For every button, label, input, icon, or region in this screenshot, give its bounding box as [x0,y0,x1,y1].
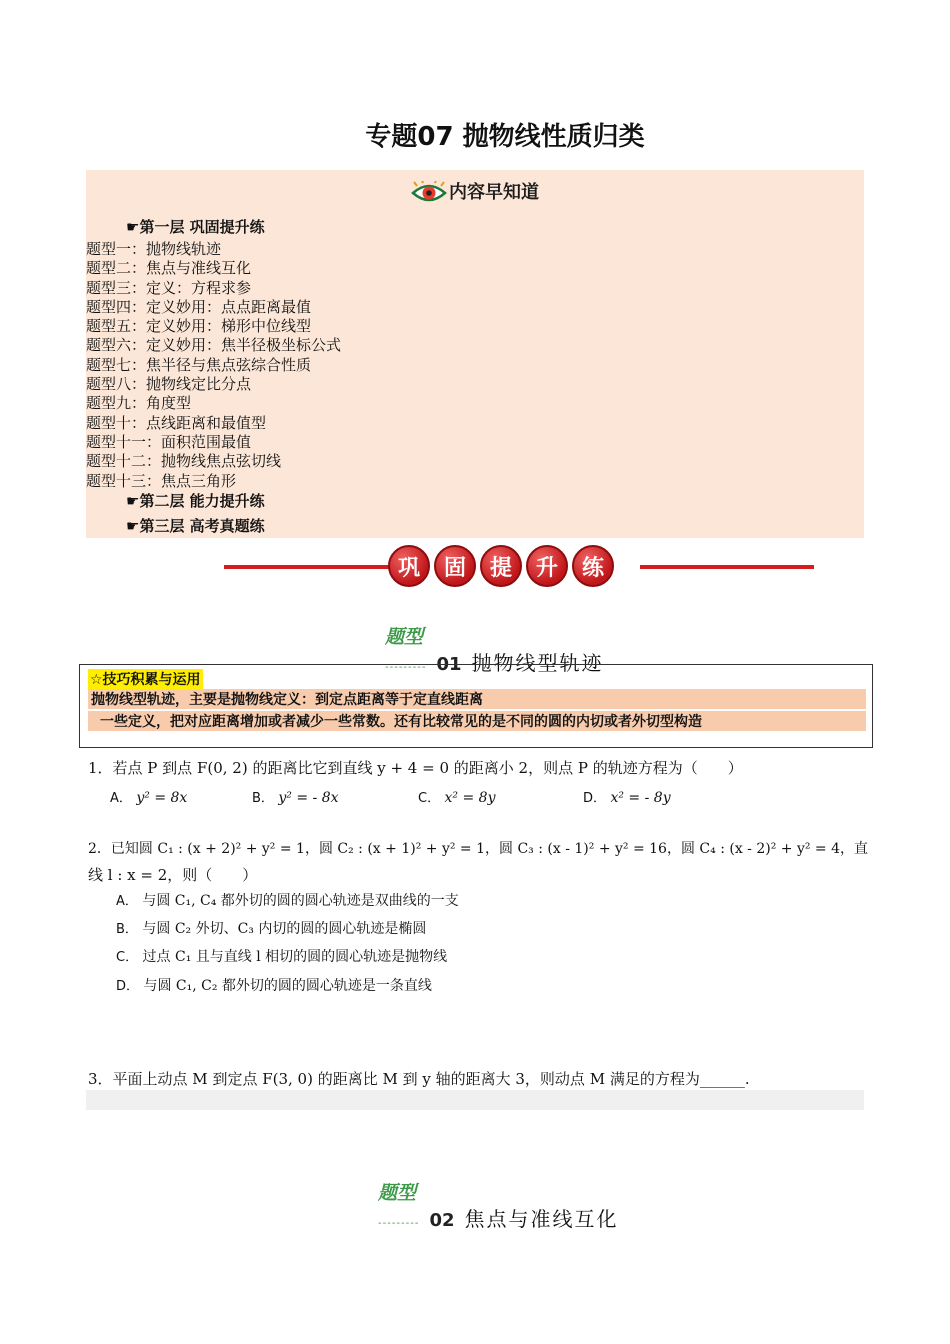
section2-heading [378,1178,619,1232]
toc-header-text: 内容早知道 [449,182,539,203]
banner [388,545,614,587]
option-letter: C． [418,791,441,806]
option-letter: B． [116,922,138,937]
toc-item[interactable]: 题型二：焦点与准线互化 [86,259,252,278]
section2-label: 题型 [378,1182,417,1204]
page-title: 专题07 抛物线性质归类 [365,122,645,152]
option-text: x² = 8y [444,790,496,806]
option-letter: D． [583,791,607,806]
q2-option-d[interactable] [116,975,432,995]
question-3-stem: 3．平面上动点 M 到定点 F(3, 0) 的距离比 M 到 y 轴的距离大 3，则动点 M 满足的方程为______. [88,1070,750,1088]
tip-line-2: 一些定义，把对应距离增加或者减少一些常数。还有比较常见的是不同的圆的内切或者外切型构造 [88,711,866,731]
option-text: 与圆 C₂ 外切、C₃ 内切的圆的圆心轨迹是椭圆 [142,921,427,937]
option-text: y² = 8x [136,790,188,806]
section2-num: 02 [429,1210,455,1231]
banner-line-right [640,565,814,569]
toc-header [86,178,864,205]
toc-list [86,240,341,491]
section2-title: 焦点与准线互化 [464,1207,619,1231]
q1-option-c[interactable] [418,787,496,806]
banner-char: 升 [526,545,568,587]
layer2-link[interactable]: ☛第二层 能力提升练 [126,492,265,510]
section1-dash: --------- [385,662,427,673]
toc-item[interactable]: 题型六：定义妙用：焦半径极坐标公式 [86,336,342,355]
option-letter: D． [116,979,140,994]
toc-item[interactable]: 题型一：抛物线轨迹 [86,240,222,258]
option-letter: A． [110,791,132,806]
banner-line-left [224,565,394,569]
answer-area [86,1090,864,1110]
option-letter: A． [116,894,138,909]
toc-item[interactable]: 题型五：定义妙用：梯形中位线型 [86,317,312,336]
q2-option-c[interactable] [116,946,447,966]
toc-item[interactable]: 题型七：焦半径与焦点弦综合性质 [86,355,312,374]
section1-label: 题型 [385,626,424,648]
toc-item[interactable]: 题型四：定义妙用：点点距离最值 [86,297,312,316]
q1-option-b[interactable] [252,787,339,806]
tip-line-1: 抛物线型轨迹，主要是抛物线定义：到定点距离等于定直线距离 [88,689,866,709]
layer3-link[interactable]: ☛第三层 高考真题练 [126,517,265,535]
banner-char: 固 [434,545,476,587]
toc-item[interactable]: 题型九：角度型 [86,394,192,413]
tip-header: ☆技巧积累与运用 [88,669,203,689]
toc-item[interactable]: 题型十三：焦点三角形 [86,471,237,490]
option-text: 过点 C₁ 且与直线 l 相切的圆的圆心轨迹是抛物线 [142,949,448,965]
toc-item[interactable]: 题型十一：面积范围最值 [86,432,252,451]
option-text: x² = - 8y [610,790,671,806]
eye-icon [411,181,447,205]
toc-item[interactable]: 题型八：抛物线定比分点 [86,375,252,394]
option-text: 与圆 C₁, C₂ 都外切的圆的圆心轨迹是一条直线 [143,978,432,994]
option-letter: B． [252,791,274,806]
question-2-line-1: 2．已知圆 C₁ : (x + 2)² + y² = 1，圆 C₂ : (x + 1)² + y² = 1，圆 C₃ : (x - 1)² + y² = 16，圆 C₄ : (x - 2)² + y² = 4，直 [88,841,869,857]
layer1-link[interactable]: ☛第一层 巩固提升练 [126,218,265,236]
q2-option-a[interactable] [116,890,459,910]
section2-dash: --------- [378,1218,420,1229]
option-text: y² = - 8x [278,790,339,806]
banner-char: 练 [572,545,614,587]
banner-char: 提 [480,545,522,587]
banner-char: 巩 [388,545,430,587]
question-2-line-2: 线 l : x = 2，则（ ） [88,866,258,884]
question-1-stem: 1．若点 P 到点 F(0, 2) 的距离比它到直线 y + 4 = 0 的距离小 2，则点 P 的轨迹方程为（ ） [88,759,743,777]
q2-option-b[interactable] [116,918,426,938]
tip-box [79,664,873,748]
toc-item[interactable]: 题型十：点线距离和最值型 [86,413,267,432]
q1-option-d[interactable] [583,787,671,806]
option-text: 与圆 C₁, C₄ 都外切的圆的圆心轨迹是双曲线的一支 [142,893,459,909]
toc-item[interactable]: 题型十二：抛物线焦点弦切线 [86,452,282,471]
section1-num: 01 [436,654,462,675]
toc-panel [86,170,864,538]
q1-option-a[interactable] [110,787,187,806]
option-letter: C． [116,950,139,965]
toc-item[interactable]: 题型三：定义：方程求参 [86,278,252,297]
section1-title: 抛物线型轨迹 [471,651,604,675]
